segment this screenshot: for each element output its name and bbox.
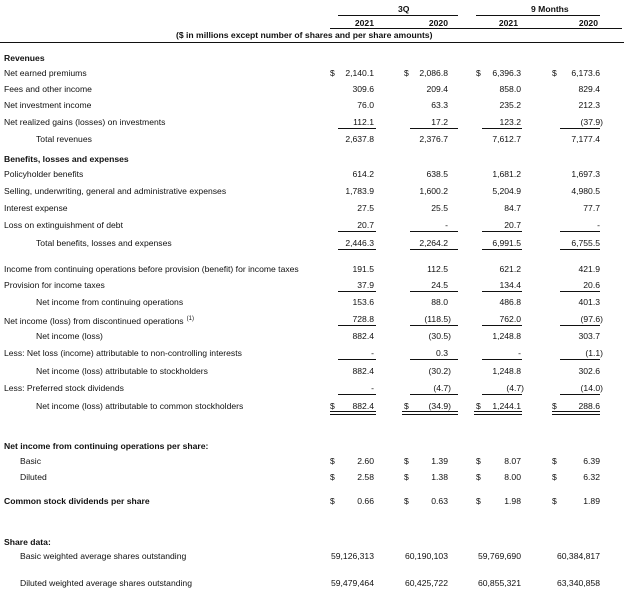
subtotal-rule (338, 325, 376, 326)
value-cell: 303.7 (578, 331, 600, 341)
value-cell: 2.58 (357, 472, 374, 482)
currency-symbol: $ (476, 496, 481, 506)
row-label: Total benefits, losses and expenses (36, 238, 172, 248)
value-cell: 882.4 (352, 401, 374, 411)
value-cell: - (518, 348, 521, 358)
value-cell: 60,425,722 (404, 578, 448, 588)
value-cell: 2,086.8 (419, 68, 448, 78)
value-cell: 2,264.2 (419, 238, 448, 248)
value-cell: 59,126,313 (330, 551, 374, 561)
subtotal-rule (560, 359, 600, 360)
subtotal-rule (560, 291, 600, 292)
value-cell: - (371, 383, 374, 393)
value-cell: 60,855,321 (477, 578, 521, 588)
value-cell: 2.60 (357, 456, 374, 466)
value-cell: 37.9 (357, 280, 374, 290)
currency-symbol: $ (404, 456, 409, 466)
currency-symbol: $ (330, 456, 335, 466)
header-year-9m-2020: 2020 (578, 18, 598, 28)
value-cell: 6.39 (583, 456, 600, 466)
row-label: Net income from continuing operations (36, 297, 184, 307)
value-cell: - (371, 348, 374, 358)
currency-symbol: $ (476, 472, 481, 482)
value-cell: 134.4 (499, 280, 521, 290)
subtotal-rule (338, 231, 376, 232)
subtotal-rule (482, 394, 522, 395)
subtotal-rule (338, 394, 376, 395)
value-cell: (30.5) (428, 331, 451, 341)
value-cell: 5,204.9 (492, 186, 521, 196)
currency-symbol: $ (476, 401, 481, 411)
row-label: Net income from continuing operations per share: (4, 441, 209, 451)
row-label: Net income (loss) from discontinued operations $^{(1)}$ (4, 315, 194, 326)
row-label: Revenues (4, 53, 45, 63)
row-label: Net earned premiums (4, 68, 87, 78)
currency-symbol: $ (330, 401, 335, 411)
value-cell: 235.2 (499, 100, 521, 110)
value-cell: 0.63 (431, 496, 448, 506)
header-year-3q-2020: 2020 (428, 18, 448, 28)
header-group-9-months: 9 Months (531, 4, 569, 14)
value-cell: 6,173.6 (571, 68, 600, 78)
row-label: Basic weighted average shares outstanding (20, 551, 187, 561)
value-cell: 728.8 (352, 314, 374, 324)
subtotal-rule (482, 359, 522, 360)
value-cell: 112.1 (353, 117, 374, 127)
table-subtitle: ($ in millions except number of shares and per share amounts) (176, 30, 433, 40)
currency-symbol: $ (404, 68, 409, 78)
value-cell: 621.2 (499, 264, 521, 274)
value-cell: 2,637.8 (345, 134, 374, 144)
currency-symbol: $ (476, 68, 481, 78)
value-cell: - (445, 220, 448, 230)
currency-symbol: $ (552, 68, 557, 78)
row-label: Policyholder benefits (4, 169, 84, 179)
currency-symbol: $ (330, 68, 335, 78)
subtotal-rule (482, 249, 522, 250)
value-cell: 486.8 (499, 297, 521, 307)
value-cell: 1,697.3 (571, 169, 600, 179)
value-cell: 638.5 (426, 169, 448, 179)
value-cell: 63,340,858 (556, 578, 600, 588)
row-label: Diluted (20, 472, 47, 482)
value-cell: 84.7 (504, 203, 521, 213)
subtotal-rule (338, 359, 376, 360)
subtitle-rule (0, 42, 624, 43)
header-year-9m-2021: 2021 (498, 18, 518, 28)
total-double-rule (402, 411, 458, 415)
header-group-3q: 3Q (398, 4, 410, 14)
value-cell: 60,384,817 (556, 551, 600, 561)
value-cell: 6,991.5 (492, 238, 521, 248)
value-cell: 302.6 (578, 366, 600, 376)
value-cell: 1,681.2 (492, 169, 521, 179)
value-cell: 191.5 (352, 264, 374, 274)
subtotal-rule (482, 231, 522, 232)
subtotal-rule (338, 249, 376, 250)
subtotal-rule (560, 394, 600, 395)
value-cell: 309.6 (352, 84, 374, 94)
value-cell: 6.32 (583, 472, 600, 482)
row-label: Share data: (4, 537, 51, 547)
value-cell: 212.3 (578, 100, 600, 110)
row-label: Net income (loss) attributable to common stockholders (36, 401, 244, 411)
subtotal-rule (410, 249, 458, 250)
row-label: Benefits, losses and expenses (4, 154, 129, 164)
value-cell: 59,769,690 (477, 551, 521, 561)
row-label: Common stock dividends per share (4, 496, 150, 506)
row-label: Basic (20, 456, 42, 466)
value-cell: 1,783.9 (345, 186, 374, 196)
value-cell: 0.3 (436, 348, 448, 358)
currency-symbol: $ (330, 496, 335, 506)
subtotal-rule (482, 325, 522, 326)
row-label: Selling, underwriting, general and administrative expenses (4, 186, 227, 196)
value-cell: (34.9) (428, 401, 451, 411)
currency-symbol: $ (330, 472, 335, 482)
row-label: Fees and other income (4, 84, 92, 94)
value-cell: 63.3 (431, 100, 448, 110)
value-cell: 59,479,464 (330, 578, 374, 588)
value-cell: 25.5 (431, 203, 448, 213)
currency-symbol: $ (404, 472, 409, 482)
value-cell: 77.7 (583, 203, 600, 213)
value-cell: 123.2 (499, 117, 521, 127)
value-cell: 401.3 (578, 297, 600, 307)
footnote-marker: (1) (186, 316, 194, 322)
value-cell: - (597, 220, 600, 230)
header-underline-3q (338, 15, 458, 16)
value-cell: 1.98 (504, 496, 521, 506)
row-label: Total revenues (36, 134, 92, 144)
currency-symbol: $ (404, 401, 409, 411)
value-cell: (4.7) (433, 383, 451, 393)
value-cell: 1.39 (431, 456, 448, 466)
value-cell: (4.7) (506, 383, 524, 393)
value-cell: 858.0 (499, 84, 521, 94)
value-cell: 882.4 (352, 366, 374, 376)
value-cell: (1.1) (585, 348, 603, 358)
value-cell: 2,140.1 (345, 68, 374, 78)
value-cell: 20.7 (357, 220, 374, 230)
subtotal-rule (560, 128, 600, 129)
currency-symbol: $ (552, 496, 557, 506)
value-cell: 1,248.8 (492, 366, 521, 376)
currency-symbol: $ (552, 472, 557, 482)
value-cell: 7,177.4 (571, 134, 600, 144)
subtotal-rule (560, 231, 600, 232)
row-label: Net income (loss) (36, 331, 103, 341)
value-cell: 20.6 (583, 280, 600, 290)
value-cell: 24.5 (431, 280, 448, 290)
row-label: Less: Preferred stock dividends (4, 383, 124, 393)
value-cell: 1,600.2 (419, 186, 448, 196)
value-cell: 0.66 (357, 496, 374, 506)
subtotal-rule (410, 291, 458, 292)
value-cell: 153.6 (352, 297, 374, 307)
value-cell: 209.4 (426, 84, 448, 94)
row-label: Income from continuing operations before provision (benefit) for income taxes (4, 264, 299, 274)
total-double-rule (474, 411, 522, 415)
row-label: Net investment income (4, 100, 92, 110)
subtotal-rule (410, 231, 458, 232)
value-cell: 1,244.1 (492, 401, 521, 411)
row-label: Provision for income taxes (4, 280, 105, 290)
value-cell: 614.2 (352, 169, 374, 179)
value-cell: 60,190,103 (404, 551, 448, 561)
value-cell: 20.7 (504, 220, 521, 230)
value-cell: 88.0 (431, 297, 448, 307)
subtotal-rule (338, 291, 376, 292)
row-label: Net realized gains (losses) on investments (4, 117, 166, 127)
value-cell: 829.4 (578, 84, 600, 94)
row-label: Net income (loss) attributable to stockholders (36, 366, 208, 376)
value-cell: 27.5 (357, 203, 374, 213)
value-cell: 2,376.7 (419, 134, 448, 144)
value-cell: 1,248.8 (492, 331, 521, 341)
value-cell: 6,396.3 (492, 68, 521, 78)
value-cell: 76.0 (357, 100, 374, 110)
subtotal-rule (560, 325, 600, 326)
row-label: Loss on extinguishment of debt (4, 220, 123, 230)
header-year-3q-2021: 2021 (354, 18, 374, 28)
subtotal-rule (338, 128, 376, 129)
value-cell: 2,446.3 (345, 238, 374, 248)
value-cell: (97.6) (580, 314, 603, 324)
subtotal-rule (410, 394, 458, 395)
value-cell: (118.5) (424, 314, 451, 324)
row-label: Interest expense (4, 203, 68, 213)
row-label: Less: Net loss (income) attributable to non-controlling interests (4, 348, 242, 358)
value-cell: 762.0 (499, 314, 521, 324)
value-cell: 8.00 (504, 472, 521, 482)
value-cell: (30.2) (428, 366, 451, 376)
currency-symbol: $ (552, 401, 557, 411)
header-underline-9-months (476, 15, 600, 16)
total-double-rule (552, 411, 600, 415)
value-cell: (14.0) (580, 383, 603, 393)
currency-symbol: $ (552, 456, 557, 466)
subtotal-rule (410, 325, 458, 326)
value-cell: 882.4 (352, 331, 374, 341)
row-label: Diluted weighted average shares outstanding (20, 578, 192, 588)
value-cell: 8.07 (504, 456, 521, 466)
value-cell: 4,980.5 (571, 186, 600, 196)
value-cell: 1.89 (583, 496, 600, 506)
total-double-rule (330, 411, 376, 415)
subtotal-rule (482, 291, 522, 292)
value-cell: 112.5 (427, 264, 448, 274)
header-rule (330, 28, 622, 29)
value-cell: 6,755.5 (571, 238, 600, 248)
value-cell: 288.6 (578, 401, 600, 411)
value-cell: 7,612.7 (492, 134, 521, 144)
subtotal-rule (482, 128, 522, 129)
subtotal-rule (560, 249, 600, 250)
subtotal-rule (410, 359, 458, 360)
value-cell: (37.9) (580, 117, 603, 127)
currency-symbol: $ (404, 496, 409, 506)
value-cell: 17.2 (431, 117, 448, 127)
value-cell: 421.9 (578, 264, 600, 274)
value-cell: 1.38 (431, 472, 448, 482)
currency-symbol: $ (476, 456, 481, 466)
subtotal-rule (410, 128, 458, 129)
